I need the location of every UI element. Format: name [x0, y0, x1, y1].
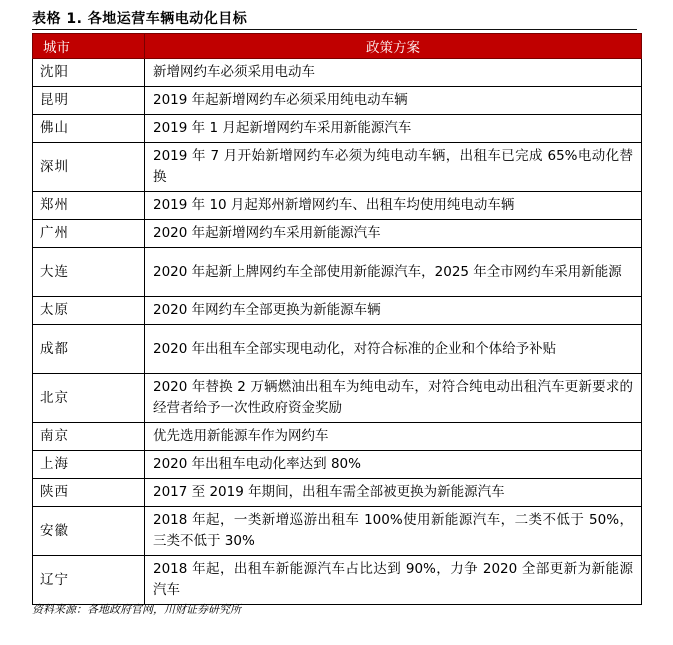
- table-row: [33, 479, 642, 507]
- table-row: [33, 451, 642, 479]
- table-row: [33, 115, 642, 143]
- city-cell: 陕西: [33, 479, 145, 507]
- policy-cell: 2020 年网约车全部更换为新能源车辆: [145, 297, 642, 325]
- table-row: [33, 248, 642, 297]
- policy-cell: 优先选用新能源车作为网约车: [145, 423, 642, 451]
- policy-cell: 2020 年出租车电动化率达到 80%: [145, 451, 642, 479]
- city-cell: 太原: [33, 297, 145, 325]
- policy-cell: 2018 年起，一类新增巡游出租车 100%使用新能源汽车，二类不低于 50%，三类不低于 30%: [145, 507, 642, 556]
- city-cell: 郑州: [33, 192, 145, 220]
- policy-cell: 2019 年起新增网约车必须采用纯电动车辆: [145, 87, 642, 115]
- header-policy: 政策方案: [145, 34, 642, 59]
- table-row: [33, 87, 642, 115]
- table-row: [33, 507, 642, 556]
- city-cell: 北京: [33, 374, 145, 423]
- city-cell: 深圳: [33, 143, 145, 192]
- policy-cell: 2017 至 2019 年期间，出租车需全部被更换为新能源汽车: [145, 479, 642, 507]
- title-divider: [32, 29, 637, 30]
- policy-cell: 2018 年起，出租车新能源汽车占比达到 90%，力争 2020 全部更新为新能源汽车: [145, 556, 642, 605]
- policy-cell: 2020 年起新上牌网约车全部使用新能源汽车，2025 年全市网约车采用新能源: [145, 248, 642, 297]
- policy-cell: 2019 年 1 月起新增网约车采用新能源汽车: [145, 115, 642, 143]
- city-cell: 大连: [33, 248, 145, 297]
- table-row: [33, 374, 642, 423]
- table-row: [33, 220, 642, 248]
- policy-cell: 2020 年替换 2 万辆燃油出租车为纯电动车，对符合纯电动出租汽车更新要求的经营者给予一次性政府资金奖励: [145, 374, 642, 423]
- policy-cell: 2020 年出租车全部实现电动化，对符合标准的企业和个体给予补贴: [145, 325, 642, 374]
- table-row: [33, 423, 642, 451]
- policy-cell: 2020 年起新增网约车采用新能源汽车: [145, 220, 642, 248]
- city-cell: 成都: [33, 325, 145, 374]
- city-cell: 辽宁: [33, 556, 145, 605]
- city-cell: 佛山: [33, 115, 145, 143]
- policy-cell: 新增网约车必须采用电动车: [145, 59, 642, 87]
- policy-cell: 2019 年 10 月起郑州新增网约车、出租车均使用纯电动车辆: [145, 192, 642, 220]
- city-cell: 沈阳: [33, 59, 145, 87]
- city-cell: 上海: [33, 451, 145, 479]
- table-row: [33, 556, 642, 605]
- city-cell: 安徽: [33, 507, 145, 556]
- table-title: 表格 1. 各地运营车辆电动化目标: [32, 11, 248, 27]
- header-city: 城市: [33, 34, 145, 59]
- table-header-row: [33, 34, 642, 59]
- city-cell: 昆明: [33, 87, 145, 115]
- city-cell: 广州: [33, 220, 145, 248]
- policy-cell: 2019 年 7 月开始新增网约车必须为纯电动车辆，出租车已完成 65%电动化替换: [145, 143, 642, 192]
- table-row: [33, 297, 642, 325]
- policy-table: [32, 33, 642, 605]
- table-row: [33, 143, 642, 192]
- source-note: 资料来源：各地政府官网，川财证券研究所: [32, 603, 241, 616]
- table-row: [33, 325, 642, 374]
- city-cell: 南京: [33, 423, 145, 451]
- table-row: [33, 192, 642, 220]
- table-row: [33, 59, 642, 87]
